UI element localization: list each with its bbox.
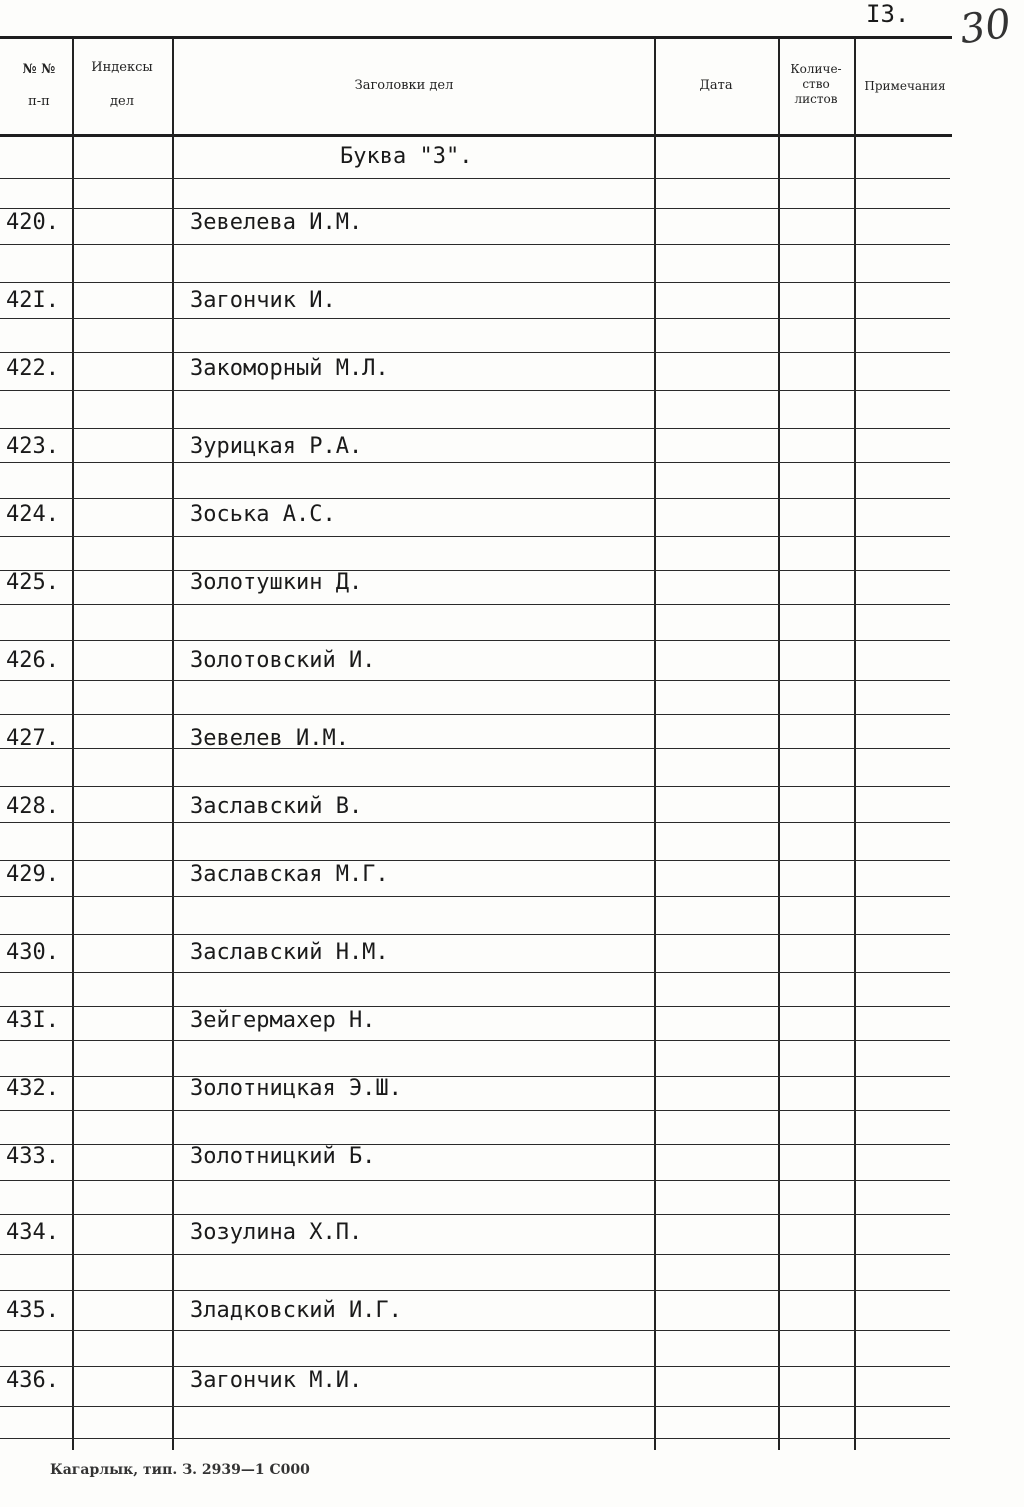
row-title: Зладковский И.Г. bbox=[190, 1298, 402, 1323]
ruled-line bbox=[0, 498, 950, 499]
header-date: Дата bbox=[699, 78, 733, 93]
ruled-line bbox=[0, 1254, 950, 1255]
row-number: 428. bbox=[6, 794, 59, 819]
ruled-line bbox=[0, 1076, 950, 1077]
row-number: 423. bbox=[6, 434, 59, 459]
row-number: 42I. bbox=[6, 288, 59, 313]
row-number: 432. bbox=[6, 1076, 59, 1101]
printer-imprint: Кагарлык, тип. З. 2939—1 С000 bbox=[50, 1462, 310, 1478]
row-title: Зоська А.С. bbox=[190, 502, 336, 527]
ruled-line bbox=[0, 1330, 950, 1331]
row-number: 427. bbox=[6, 726, 59, 751]
ruled-line bbox=[0, 680, 950, 681]
col-divider-count bbox=[854, 38, 856, 1450]
ruled-line bbox=[0, 714, 950, 715]
table-top-border bbox=[0, 36, 952, 39]
header-count: Количе-ство листов bbox=[790, 62, 842, 106]
header-bottom-border bbox=[0, 134, 952, 137]
row-title: Зозулина Х.П. bbox=[190, 1220, 363, 1245]
ruled-line bbox=[0, 1406, 950, 1407]
section-title: Буква "З". bbox=[340, 144, 473, 169]
row-title: Зурицкая Р.А. bbox=[190, 434, 363, 459]
row-title: Золотовский И. bbox=[190, 648, 376, 673]
folio-number: 30 bbox=[957, 0, 1014, 54]
header-title: Заголовки дел bbox=[354, 78, 454, 93]
ruled-line bbox=[0, 352, 950, 353]
ruled-line bbox=[0, 896, 950, 897]
header-num: № № bbox=[22, 62, 56, 77]
col-divider-num bbox=[72, 38, 74, 1450]
ruled-line bbox=[0, 462, 950, 463]
ruled-line bbox=[0, 1006, 950, 1007]
header-index-sub: дел bbox=[110, 94, 134, 109]
ruled-line bbox=[0, 786, 950, 787]
ruled-line bbox=[0, 640, 950, 641]
header-num-sub: п-п bbox=[28, 94, 50, 109]
row-number: 420. bbox=[6, 210, 59, 235]
row-title: Золотушкин Д. bbox=[190, 570, 363, 595]
col-divider-index bbox=[172, 38, 174, 1450]
row-title: Зейгермахер Н. bbox=[190, 1008, 376, 1033]
row-number: 424. bbox=[6, 502, 59, 527]
header-notes: Примечания bbox=[864, 79, 946, 93]
ruled-line bbox=[0, 318, 950, 319]
ruled-line bbox=[0, 244, 950, 245]
ruled-line bbox=[0, 604, 950, 605]
row-number: 425. bbox=[6, 570, 59, 595]
row-title: Загончик М.И. bbox=[190, 1368, 363, 1393]
row-number: 430. bbox=[6, 940, 59, 965]
row-number: 43I. bbox=[6, 1008, 59, 1033]
row-number: 426. bbox=[6, 648, 59, 673]
ruled-line bbox=[0, 934, 950, 935]
row-number: 434. bbox=[6, 1220, 59, 1245]
ruled-line bbox=[0, 748, 950, 749]
ruled-line bbox=[0, 390, 950, 391]
row-title: Зевелев И.М. bbox=[190, 726, 349, 751]
ruled-line bbox=[0, 536, 950, 537]
ruled-line bbox=[0, 1180, 950, 1181]
ruled-line bbox=[0, 972, 950, 973]
row-number: 429. bbox=[6, 862, 59, 887]
header-index: Индексы bbox=[91, 60, 153, 75]
ruled-line bbox=[0, 822, 950, 823]
ruled-line bbox=[0, 1290, 950, 1291]
row-title: Заславская М.Г. bbox=[190, 862, 389, 887]
row-title: Золотницкая Э.Ш. bbox=[190, 1076, 402, 1101]
page-number: I3. bbox=[866, 0, 910, 28]
ruled-line bbox=[0, 1214, 950, 1215]
row-number: 422. bbox=[6, 356, 59, 381]
row-title: Заславский В. bbox=[190, 794, 363, 819]
row-number: 433. bbox=[6, 1144, 59, 1169]
row-title: Золотницкий Б. bbox=[190, 1144, 376, 1169]
row-title: Зевелева И.М. bbox=[190, 210, 363, 235]
ruled-line bbox=[0, 860, 950, 861]
row-number: 435. bbox=[6, 1298, 59, 1323]
row-title: Закоморный М.Л. bbox=[190, 356, 389, 381]
ruled-line bbox=[0, 1144, 950, 1145]
row-title: Заславский Н.М. bbox=[190, 940, 389, 965]
col-divider-title bbox=[654, 38, 656, 1450]
row-number: 436. bbox=[6, 1368, 59, 1393]
ruled-line bbox=[0, 570, 950, 571]
ruled-line bbox=[0, 1366, 950, 1367]
ruled-line bbox=[0, 178, 950, 179]
ruled-line bbox=[0, 282, 950, 283]
ruled-line bbox=[0, 1438, 950, 1439]
ruled-line bbox=[0, 208, 950, 209]
ruled-line bbox=[0, 1110, 950, 1111]
ruled-line bbox=[0, 1040, 950, 1041]
ruled-line bbox=[0, 428, 950, 429]
col-divider-date bbox=[778, 38, 780, 1450]
row-title: Загончик И. bbox=[190, 288, 336, 313]
